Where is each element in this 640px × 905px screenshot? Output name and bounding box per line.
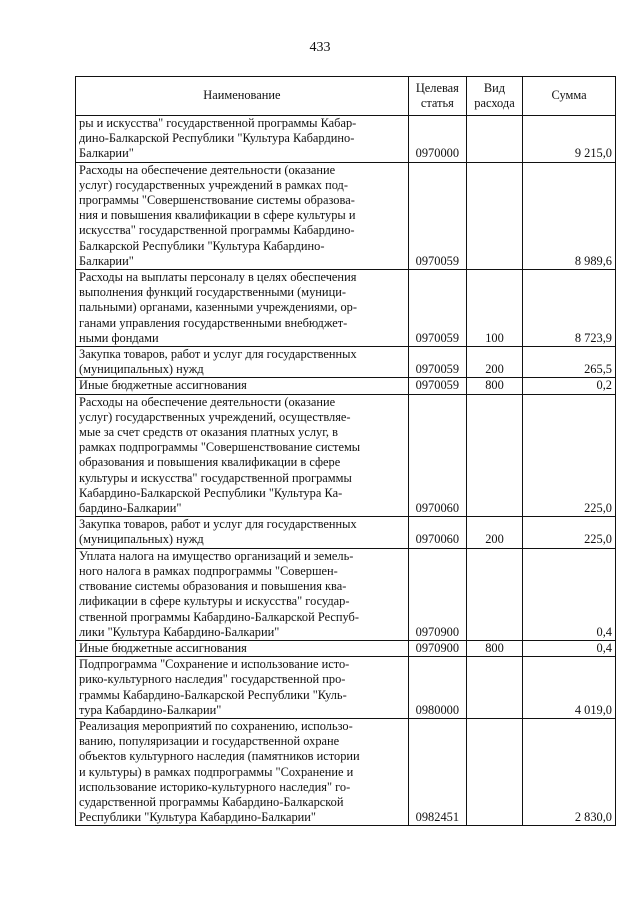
row-sum-cell: 4 019,0 [523, 657, 616, 719]
row-expense-type-cell [466, 548, 522, 640]
row-expense-type-cell: 200 [466, 347, 522, 378]
row-name-cell: Закупка товаров, работ и услуг для государственных (муниципальных) нужд [76, 347, 409, 378]
header-expense-type: Вид расхода [466, 77, 522, 116]
row-expense-type-cell [466, 116, 522, 163]
row-target-article-cell: 0970060 [408, 517, 466, 548]
row-name-cell: Реализация мероприятий по сохранению, использо- ванию, популяризации и государственной охране объектов культурного наследия (памятников истории и культуры) в рамках подпрограммы "Сохранение и использование историко-культурного наследия" го- сударственной программы Кабардино-Балкарской Республики "Культура Кабардино-Балкарии" [76, 718, 409, 825]
row-name-cell: Закупка товаров, работ и услуг для государственных (муниципальных) нужд [76, 517, 409, 548]
row-target-article-cell: 0970059 [408, 378, 466, 394]
row-sum-cell: 265,5 [523, 347, 616, 378]
table-row [76, 347, 616, 378]
header-name: Наименование [76, 77, 409, 116]
row-target-article-cell: 0970000 [408, 116, 466, 163]
page-number: 433 [309, 40, 331, 55]
row-sum-cell: 8 989,6 [523, 162, 616, 269]
table-row [76, 116, 616, 163]
row-sum-cell: 0,2 [523, 378, 616, 394]
table-row [76, 394, 616, 517]
row-target-article-cell: 0970900 [408, 548, 466, 640]
row-expense-type-cell: 800 [466, 640, 522, 656]
row-target-article-cell: 0970900 [408, 640, 466, 656]
table-header-row [76, 77, 616, 116]
row-target-article-cell: 0980000 [408, 657, 466, 719]
budget-table [75, 76, 616, 826]
table-row [76, 270, 616, 347]
table-row [76, 162, 616, 269]
row-name-cell: Иные бюджетные ассигнования [76, 378, 409, 394]
row-sum-cell: 0,4 [523, 640, 616, 656]
row-name-cell: ры и искусства" государственной программы Кабар- дино-Балкарской Республики "Культура Кабардино- Балкарии" [76, 116, 409, 163]
table-row [76, 517, 616, 548]
row-expense-type-cell: 800 [466, 378, 522, 394]
row-target-article-cell: 0970059 [408, 162, 466, 269]
row-sum-cell: 225,0 [523, 517, 616, 548]
row-target-article-cell: 0970060 [408, 394, 466, 517]
row-sum-cell: 225,0 [523, 394, 616, 517]
row-sum-cell: 0,4 [523, 548, 616, 640]
table-row [76, 640, 616, 656]
row-name-cell: Подпрограмма "Сохранение и использование исто- рико-культурного наследия" государственной про- граммы Кабардино-Балкарской Республики "Куль- тура Кабардино-Балкарии" [76, 657, 409, 719]
row-sum-cell: 8 723,9 [523, 270, 616, 347]
row-expense-type-cell [466, 394, 522, 517]
header-target-article: Целевая статья [408, 77, 466, 116]
row-target-article-cell: 0982451 [408, 718, 466, 825]
table-row [76, 718, 616, 825]
row-target-article-cell: 0970059 [408, 270, 466, 347]
row-name-cell: Иные бюджетные ассигнования [76, 640, 409, 656]
row-expense-type-cell: 100 [466, 270, 522, 347]
row-sum-cell: 2 830,0 [523, 718, 616, 825]
row-target-article-cell: 0970059 [408, 347, 466, 378]
row-name-cell: Расходы на обеспечение деятельности (оказание услуг) государственных учреждений, осуществляе- мые за счет средств от оказания платных услуг, в рамках подпрограммы "Совершенствование системы образования и повышения квалификации в сфере культуры и искусства" государственной программы Кабардино-Балкарской Республики "Культура Ка- бардино-Балкарии" [76, 394, 409, 517]
table-row [76, 378, 616, 394]
row-name-cell: Уплата налога на имущество организаций и земель- ного налога в рамках подпрограммы "Совершен- ствование системы образования и повышения ква- лификации в сфере культуры и искусства" государ- ственной программы Кабардино-Балкарской Респуб- лики "Культура Кабардино-Балкарии" [76, 548, 409, 640]
row-expense-type-cell [466, 162, 522, 269]
table-row [76, 548, 616, 640]
row-name-cell: Расходы на выплаты персоналу в целях обеспечения выполнения функций государственными (муници- пальными) органами, казенными учреждениями, ор- ганами управления государственными внебюджет- ными фондами [76, 270, 409, 347]
row-expense-type-cell [466, 657, 522, 719]
row-name-cell: Расходы на обеспечение деятельности (оказание услуг) государственных учреждений в рамках под- программы "Совершенствование системы образова- ния и повышения квалификации в сфере культуры и искусства" государственной программы Кабардино- Балкарской Республики "Культура Кабардино- Балкарии" [76, 162, 409, 269]
header-sum: Сумма [523, 77, 616, 116]
row-expense-type-cell [466, 718, 522, 825]
row-sum-cell: 9 215,0 [523, 116, 616, 163]
row-expense-type-cell: 200 [466, 517, 522, 548]
table-row [76, 657, 616, 719]
